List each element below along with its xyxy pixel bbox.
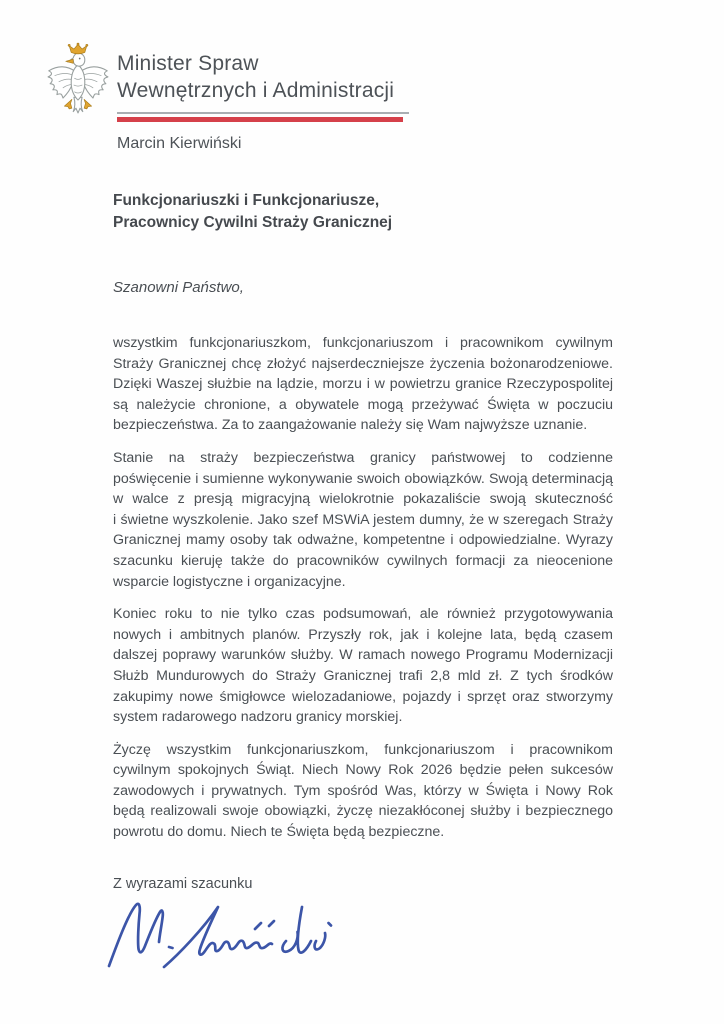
addressee-line-2: Pracownicy Cywilni Straży Granicznej: [113, 214, 393, 231]
closing-line: Z wyrazami szacunku: [113, 875, 253, 892]
addressee-block: [113, 190, 613, 234]
letterhead: [117, 50, 537, 154]
flag-divider-red-stripe: [117, 117, 403, 122]
minister-name: Marcin Kierwiński: [117, 135, 242, 152]
flag-divider-white-stripe: [117, 112, 409, 114]
flag-divider: [117, 112, 409, 122]
polish-eagle-emblem: [44, 42, 112, 120]
salutation: Szanowni Państwo,: [113, 279, 244, 296]
ministry-title-line2: Wewnętrznych i Administracji: [117, 79, 395, 102]
paragraph-2: Stanie na straży bezpieczeństwa granicy państwowej to codzienne poświęcenie i sumienne wykonywanie swoich obowiązków. Swoją determinacją w walce z presją migracyjną wielokrotnie pokazaliście swoją skuteczność i świetne wyszkolenie. Jako szef MSWiA jestem dumny, że w szeregach Straży Granicznej mamy osoby tak odważne, kompetentne i odpowiedzialne. Wyrazy szacunku kieruję także do pracowników cywilnych formacji za nieocenione wsparcie logistyczne i organizacyjne.: [113, 449, 613, 590]
handwritten-signature: [105, 896, 345, 974]
letter-body: [113, 190, 613, 974]
addressee-line-1: Funkcjonariuszki i Funkcjonariusze,: [113, 192, 380, 209]
ministry-title-line1: Minister Spraw: [117, 52, 259, 75]
paragraph-4: Życzę wszystkim funkcjonariuszkom, funkcjonariuszom i pracownikom cywilnym spokojnych Świąt. Niech Nowy Rok 2026 będzie pełen sukcesów zawodowych i prywatnych. Tym spośród Was, którzy w Święta i Nowy Rok będą realizowali swoje obowiązki, życzę niezakłóconej służby i bezpiecznego powrotu do domu. Niech te Święta będą bezpieczne.: [113, 741, 613, 841]
paragraph-3: Koniec roku to nie tylko czas podsumowań, ale również przygotowywania nowych i ambitnych planów. Przyszły rok, jak i kolejne lata, będą czasem dalszej poprawy warunków służby. W ramach nowego Programu Modernizacji Służb Mundurowych do Straży Granicznej trafi 2,8 mld zł. Z tych środków zakupimy nowe śmigłowce wielozadaniowe, pojazdy i sprzęt oraz stworzymy system radarowego nadzoru granicy morskiej.: [113, 606, 613, 726]
paragraph-1: wszystkim funkcjonariuszkom, funkcjonariuszom i pracownikom cywilnym Straży Granicznej chcę złożyć najserdeczniejsze życzenia bożonarodzeniowe. Dzięki Waszej służbie na lądzie, morzu i w powietrzu granice Rzeczypospolitej są należycie chronione, a obywatele mogą przeżywać Święta w poczuciu bezpieczeństwa. Za to zaangażowanie należy się Wam najwyższe uznanie.: [113, 335, 613, 434]
signature-ink: [105, 896, 345, 974]
